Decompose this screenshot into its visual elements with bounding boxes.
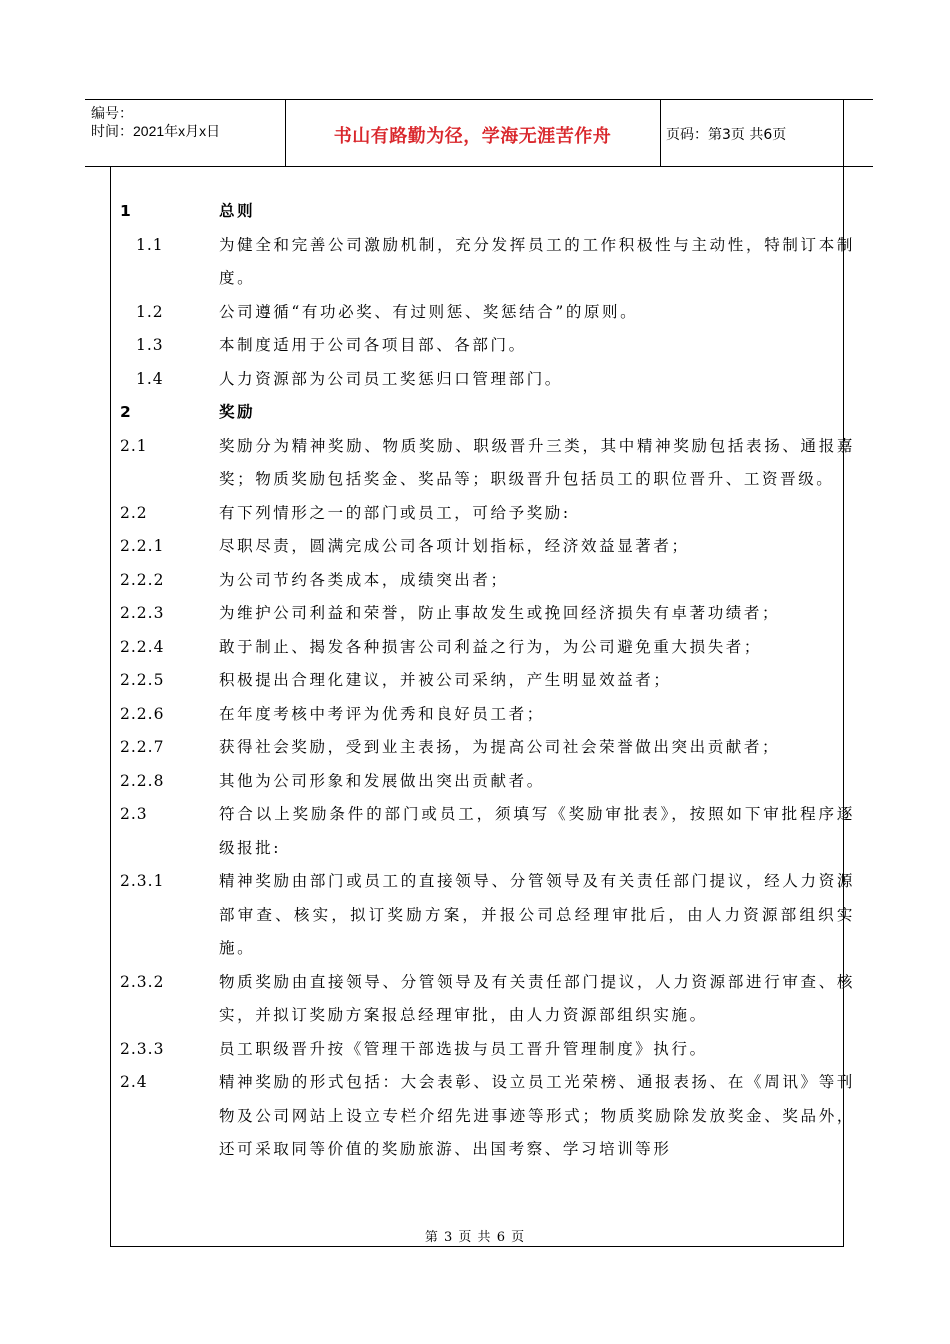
clause-number: 2.3.3 [120,1039,165,1058]
clause-item [120,363,855,397]
clause-number: 1.2 [136,302,164,321]
clause-item [120,865,855,966]
clause-item [120,329,855,363]
clause-item [120,430,855,497]
clause-text: 获得社会奖励，受到业主表扬，为提高公司社会荣誉做出突出贡献者； [219,738,781,756]
clause-number: 2.2.5 [120,671,165,689]
clause-item [120,1066,855,1167]
clause-text: 物质奖励由直接领导、分管领导及有关责任部门提议，人力资源部进行审查、核实，并拟订奖励方案报总经理审批，由人力资源部组织实施。 [219,972,855,1024]
clause-number: 2.2.6 [120,704,165,723]
header-divider [843,100,844,166]
clause-number: 2.2.4 [120,637,165,656]
clause-number: 2.3 [120,805,148,823]
clause-text: 其他为公司形象和发展做出突出贡献者。 [219,771,545,790]
header-meta [91,104,220,140]
section-title: 总则 [219,202,256,220]
clause-item [120,296,855,330]
clause-text: 人力资源部为公司员工奖惩归口管理部门。 [219,369,563,388]
clause-item [120,597,855,631]
clause-number: 2.1 [120,436,148,455]
header-page-info: 页码：第3页 共6页 [666,127,787,143]
page-footer: 第 3 页 共 6 页 [424,1230,526,1245]
clause-item [120,765,855,799]
clause-text: 在年度考核中考评为优秀和良好员工者； [219,704,545,723]
clause-text: 符合以上奖励条件的部门或员工，须填写《奖励审批表》，按照如下审批程序逐级报批: [219,805,855,857]
clause-item [120,1033,855,1067]
document-body [120,195,855,1185]
clause-item [120,664,855,698]
clause-text: 本制度适用于公司各项目部、各部门。 [219,336,527,354]
clause-item [120,731,855,765]
clause-number: 1.4 [136,369,164,388]
page-header [85,99,873,167]
clause-number: 2.2 [120,503,148,522]
clause-number: 2.2.3 [120,604,165,622]
clause-text: 员工职级晋升按《管理干部选拔与员工晋升管理制度》执行。 [219,1039,708,1058]
clause-number: 2.3.1 [120,872,165,890]
clause-text: 公司遵循“有功必奖、有过则惩、奖惩结合”的原则。 [219,302,639,321]
clause-item [120,631,855,665]
clause-number: 2.2.1 [120,537,165,555]
clause-item [120,966,855,1033]
section-heading [120,195,855,229]
clause-text: 为维护公司利益和荣誉，防止事故发生或挽回经济损失有卓著功绩者； [219,604,781,622]
clause-number: 2.2.8 [120,771,165,790]
clause-item [120,798,855,865]
clause-number: 2.3.2 [120,972,165,991]
clause-number: 2 [120,403,132,421]
clause-text: 精神奖励由部门或员工的直接领导、分管领导及有关责任部门提议，经人力资源部审查、核实，拟订奖励方案，并报公司总经理审批后，由人力资源部组织实施。 [219,872,855,957]
clause-item [120,530,855,564]
clause-number: 2.2.7 [120,738,165,756]
document-code-label: 编号： [91,105,133,121]
clause-item [120,497,855,531]
clause-number: 1.3 [136,336,164,354]
clause-number: 2.4 [120,1073,148,1091]
section-title: 奖励 [219,403,256,421]
document-date-label: 时间：2021年x月x日 [91,123,221,139]
section-heading [120,396,855,430]
header-divider [660,100,661,166]
clause-text: 奖励分为精神奖励、物质奖励、职级晋升三类，其中精神奖励包括表扬、通报嘉奖；物质奖励包括奖金、奖品等；职级晋升包括员工的职位晋升、工资晋级。 [219,436,855,488]
clause-number: 2.2.2 [120,570,165,589]
clause-text: 尽职尽责，圆满完成公司各项计划指标，经济效益显著者； [219,537,690,555]
clause-text: 为公司节约各类成本，成绩突出者； [219,570,509,589]
clause-text: 积极提出合理化建议，并被公司采纳，产生明显效益者； [219,671,672,689]
clause-text: 为健全和完善公司激励机制，充分发挥员工的工作积极性与主动性，特制订本制度。 [219,235,855,287]
clause-item [120,698,855,732]
clause-text: 敢于制止、揭发各种损害公司利益之行为，为公司避免重大损失者； [219,637,763,656]
clause-number: 1.1 [136,235,164,254]
clause-text: 有下列情形之一的部门或员工，可给予奖励: [219,503,571,522]
clause-item [120,229,855,296]
clause-number: 1 [120,202,132,220]
clause-item [120,564,855,598]
clause-text: 精神奖励的形式包括：大会表彰、设立员工光荣榜、通报表扬、在《周讯》等刊物及公司网站上设立专栏介绍先进事迹等形式；物质奖励除发放奖金、奖品外，还可采取同等价值的奖励旅游、出国考察、学习培训等形 [219,1073,855,1158]
header-motto: 书山有路勤为径，学海无涯苦作舟 [333,126,612,147]
